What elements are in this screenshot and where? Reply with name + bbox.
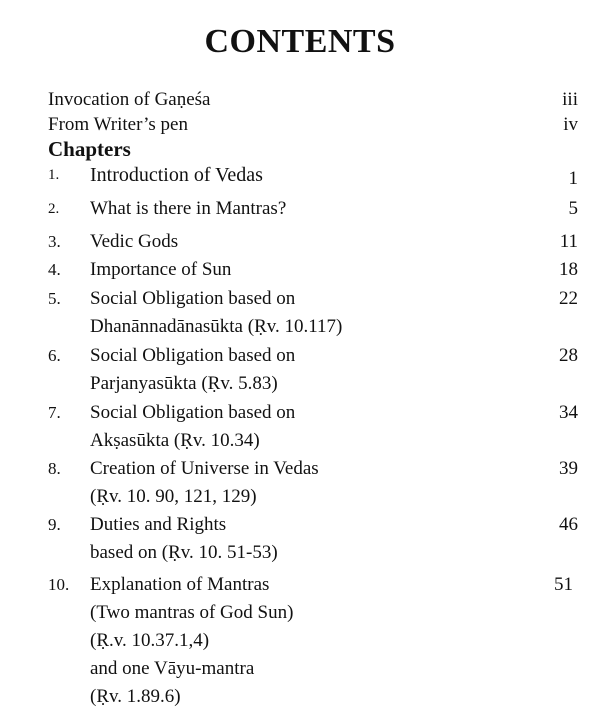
chapter-number: 1. — [48, 167, 60, 183]
front-matter-entry — [48, 88, 578, 112]
chapter-title-line: Importance of Sun — [90, 259, 232, 280]
chapter-title — [90, 342, 295, 398]
chapter-title — [90, 256, 231, 284]
entry-page-number: iii — [562, 89, 578, 110]
chapter-page-number: 22 — [559, 288, 578, 309]
chapter-number: 7. — [48, 403, 61, 422]
chapter-number: 2. — [48, 201, 60, 217]
chapter-number: 9. — [48, 515, 61, 534]
chapter-title — [90, 455, 319, 511]
chapter-title — [90, 511, 278, 567]
page-title: CONTENTS — [204, 23, 396, 60]
chapter-page-number: 11 — [559, 231, 578, 252]
chapter-title — [90, 571, 293, 711]
chapter-page-number: 51 — [554, 574, 573, 595]
chapter-title-line: Social Obligation based on — [90, 288, 296, 309]
chapter-title-line: Akṣasūkta (Ṛv. 10.34) — [90, 430, 260, 451]
chapter-title-line: Creation of Universe in Vedas — [90, 458, 319, 479]
chapter-title-line: Explanation of Mantras — [90, 574, 270, 595]
chapter-title-line: Introduction of Vedas — [90, 164, 263, 186]
entry-page-number: iv — [563, 114, 578, 135]
chapter-title-line: Dhanānnadānasūkta (Ṛv. 10.117) — [90, 316, 343, 337]
chapter-number: 10. — [48, 575, 70, 594]
chapter-number: 8. — [48, 459, 61, 478]
chapter-title-line: Parjanyasūkta (Ṛv. 5.83) — [90, 373, 278, 394]
chapter-title-line: Social Obligation based on — [90, 402, 296, 423]
chapter-number: 5. — [48, 289, 61, 308]
chapter-title — [90, 228, 178, 256]
chapter-title — [90, 399, 295, 455]
chapter-title-line: (Ṛv. 10. 90, 121, 129) — [90, 486, 257, 507]
entry-label: Invocation of Gaṇeśa — [48, 89, 211, 110]
chapter-title-line: and one Vāyu-mantra — [90, 658, 255, 679]
chapter-title-line: (Ṛv. 1.89.6) — [90, 686, 181, 707]
chapter-title-line: Duties and Rights — [90, 514, 227, 535]
chapter-number: 4. — [48, 260, 61, 279]
chapter-title — [90, 161, 263, 189]
chapter-title-line: (Two mantras of God Sun) — [90, 602, 294, 623]
chapter-page-number: 1 — [568, 168, 578, 189]
chapter-page-number: 46 — [559, 514, 578, 535]
chapter-title-line: (Ṛ.v. 10.37.1,4) — [90, 630, 210, 651]
chapter-number: 6. — [48, 346, 61, 365]
chapter-title-line: Vedic Gods — [90, 231, 179, 252]
chapter-title — [90, 285, 342, 341]
chapters-heading: Chapters — [48, 137, 131, 161]
entry-label: From Writer’s pen — [48, 114, 188, 135]
chapter-title — [90, 195, 286, 223]
chapter-page-number: 18 — [559, 259, 578, 280]
chapter-page-number: 5 — [568, 198, 578, 219]
chapter-title-line: based on (Ṛv. 10. 51-53) — [90, 542, 278, 563]
chapter-page-number: 34 — [559, 402, 578, 423]
front-matter-entry — [48, 113, 578, 137]
chapter-title-line: Social Obligation based on — [90, 345, 296, 366]
chapter-page-number: 28 — [559, 345, 578, 366]
chapter-number: 3. — [48, 232, 61, 251]
chapter-title-line: What is there in Mantras? — [90, 198, 287, 219]
chapter-page-number: 39 — [559, 458, 578, 479]
